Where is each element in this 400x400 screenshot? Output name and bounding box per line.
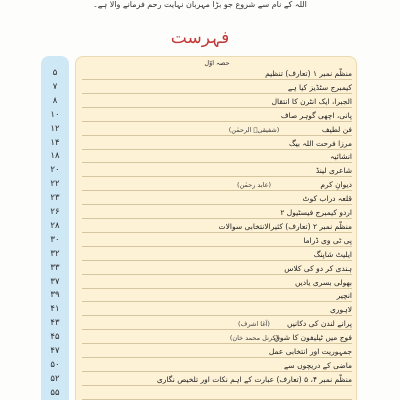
- toc-page-number: ۸: [52, 95, 58, 106]
- toc-row: [76, 373, 358, 386]
- toc-page-number: ۱۲: [50, 123, 60, 134]
- toc-row: [76, 192, 358, 205]
- toc-row-rule: [82, 288, 352, 289]
- toc-entry-author: (آغا اشرف): [238, 320, 270, 329]
- toc-row-rule: [82, 301, 352, 302]
- toc-page-number: ۵: [52, 68, 58, 78]
- toc-page-number: ۴۳: [50, 318, 60, 329]
- toc-row: [76, 178, 358, 191]
- toc-row-rule: [82, 107, 352, 108]
- toc-entry-title: ہندی کر دو کی کلاس: [284, 263, 352, 273]
- toc-page-number: ۵۰: [50, 359, 60, 370]
- toc-page-number: ۷: [52, 81, 58, 92]
- toc-page-number: ۳۷: [50, 276, 60, 287]
- toc-entry-title: دیوانِ کرم: [320, 180, 352, 190]
- toc-row: [76, 164, 358, 177]
- toc-row-rule: [82, 274, 352, 275]
- toc-entry-title: جمہوریت اور انتخابی عمل: [268, 347, 352, 356]
- toc-page-number: ۲۸: [50, 220, 60, 231]
- toc-row: [76, 289, 358, 302]
- toc-row-rule: [82, 385, 352, 386]
- toc-entry-title: منظّم نمبر ۱ (تعارف) تنظیم: [265, 69, 352, 78]
- toc-row-rule: [82, 162, 352, 163]
- toc-row-rule: [82, 246, 352, 247]
- toc-page-number: ۱۴: [50, 137, 60, 148]
- toc-row-rule: [82, 93, 352, 94]
- toc-row-rule: [82, 176, 352, 177]
- toc-entry-title: ایلیٹ شاپنگ: [313, 249, 352, 259]
- toc-entry-title: انچیر: [336, 291, 352, 301]
- toc-entry-title: منظّم نمبر ۴، ۵ (تعارف) عبارت کے اہم نکات اور تلخیص نگاری: [156, 374, 352, 384]
- toc-row: [76, 317, 358, 330]
- toc-row-rule: [82, 79, 352, 80]
- toc-row: [76, 276, 358, 289]
- toc-entry-title: پرانے لندن کی دکانیں: [286, 319, 352, 329]
- toc-row: [76, 81, 358, 94]
- toc-entry-title: انشائیہ: [330, 152, 352, 162]
- toc-row-rule: [82, 260, 352, 261]
- toc-entry-author: (کرنل محمد خان): [229, 334, 279, 343]
- toc-entry-title: کیمبرج سٹڈیز کیا ہے: [287, 82, 352, 92]
- toc-row-rule: [82, 135, 352, 136]
- toc-page-number: ۴۷: [50, 346, 60, 356]
- toc-entry-title: اردو کیمبرج فیسٹیول ۲: [280, 208, 352, 217]
- toc-entry-title: مرزا فرحت اللہ بیگ: [288, 138, 352, 148]
- toc-row: [76, 95, 358, 108]
- toc-page-number: ۳۹: [50, 290, 60, 301]
- toc-entry-title: لاہوری: [329, 305, 352, 315]
- toc-row: [76, 137, 358, 150]
- toc-page-number: ۱۸: [50, 151, 60, 162]
- toc-page-number: ۴۱: [50, 304, 60, 315]
- toc-row-rule: [82, 371, 352, 372]
- toc-row-rule: [82, 343, 352, 344]
- toc-entry-author: (عابد رحمٰن): [236, 181, 272, 190]
- toc-row: [76, 345, 358, 358]
- toc-row: [76, 331, 358, 344]
- toc-row-rule: [82, 329, 352, 330]
- toc-page-number: ۵۵: [50, 387, 60, 398]
- section-label: حصہ اوّل: [204, 59, 230, 67]
- toc-entry-title: فن لطیف: [321, 124, 352, 134]
- toc-row-rule: [82, 204, 352, 205]
- toc-row: [76, 262, 358, 275]
- toc-row-rule: [82, 149, 352, 150]
- toc-row: [76, 150, 358, 163]
- toc-row-rule: [82, 315, 352, 316]
- toc-entry-title: بھولی بسری یادیں: [294, 277, 352, 287]
- toc-page-number: ۲۰: [50, 165, 60, 176]
- toc-page-number: ۲۶: [50, 207, 60, 217]
- toc-page-number: ۲۳: [50, 193, 60, 204]
- toc-page-number: ۵۲: [50, 373, 60, 384]
- toc-row: [76, 248, 358, 261]
- toc-row-rule: [82, 121, 352, 122]
- toc-page-number: ۳۳: [50, 262, 60, 273]
- toc-row: [76, 359, 358, 372]
- page-number-column: [41, 56, 69, 400]
- toc-row-rule: [82, 232, 352, 233]
- toc-row: [76, 123, 358, 136]
- toc-row: [76, 220, 358, 233]
- toc-entry-title: پی ٹی وی ڈراما: [303, 235, 352, 245]
- toc-page-number: ۲۲: [50, 179, 60, 190]
- toc-row: [76, 387, 358, 400]
- toc-entry-author: (شفیقیؔ الرحمٰن): [228, 125, 280, 134]
- toc-row-rule: [82, 218, 352, 219]
- toc-entry-title: منظّم نمبر ۲ (تعارف) کثیرالانتخابی سوالات: [218, 221, 352, 231]
- page-title: فہرست: [170, 28, 230, 48]
- toc-row-rule: [82, 357, 352, 358]
- table-of-contents-panel: [75, 56, 357, 400]
- toc-entry-title: ماضی کے دریچوں سے: [284, 360, 352, 370]
- toc-page-number: ۳۰: [50, 234, 60, 245]
- toc-page-number: ۳۲: [50, 248, 60, 259]
- toc-page-number: ۱۰: [50, 109, 60, 120]
- toc-row-rule: [82, 190, 352, 191]
- toc-entry-title: پانی، اچھی گوہر صاف: [280, 110, 352, 120]
- toc-entry-title: قلعہ دراب کوٹ: [302, 194, 352, 204]
- toc-entry-title: فوج میں ٹیلیفون کا شوق: [274, 333, 352, 343]
- toc-row: [76, 303, 358, 316]
- toc-row: [76, 206, 358, 219]
- toc-row: [76, 67, 358, 80]
- bismillah-header: اللہ کے نام سے شروع جو بڑا مہربان نہایت رحم فرمانے والا ہے۔: [93, 0, 307, 9]
- toc-entry-title: شاعری لینڈ: [315, 166, 352, 176]
- toc-row: [76, 234, 358, 247]
- toc-entry-title: الجبرا، ایک انٹرن کا انتقال: [271, 96, 352, 106]
- toc-page-number: ۴۵: [50, 332, 60, 343]
- toc-row: [76, 109, 358, 122]
